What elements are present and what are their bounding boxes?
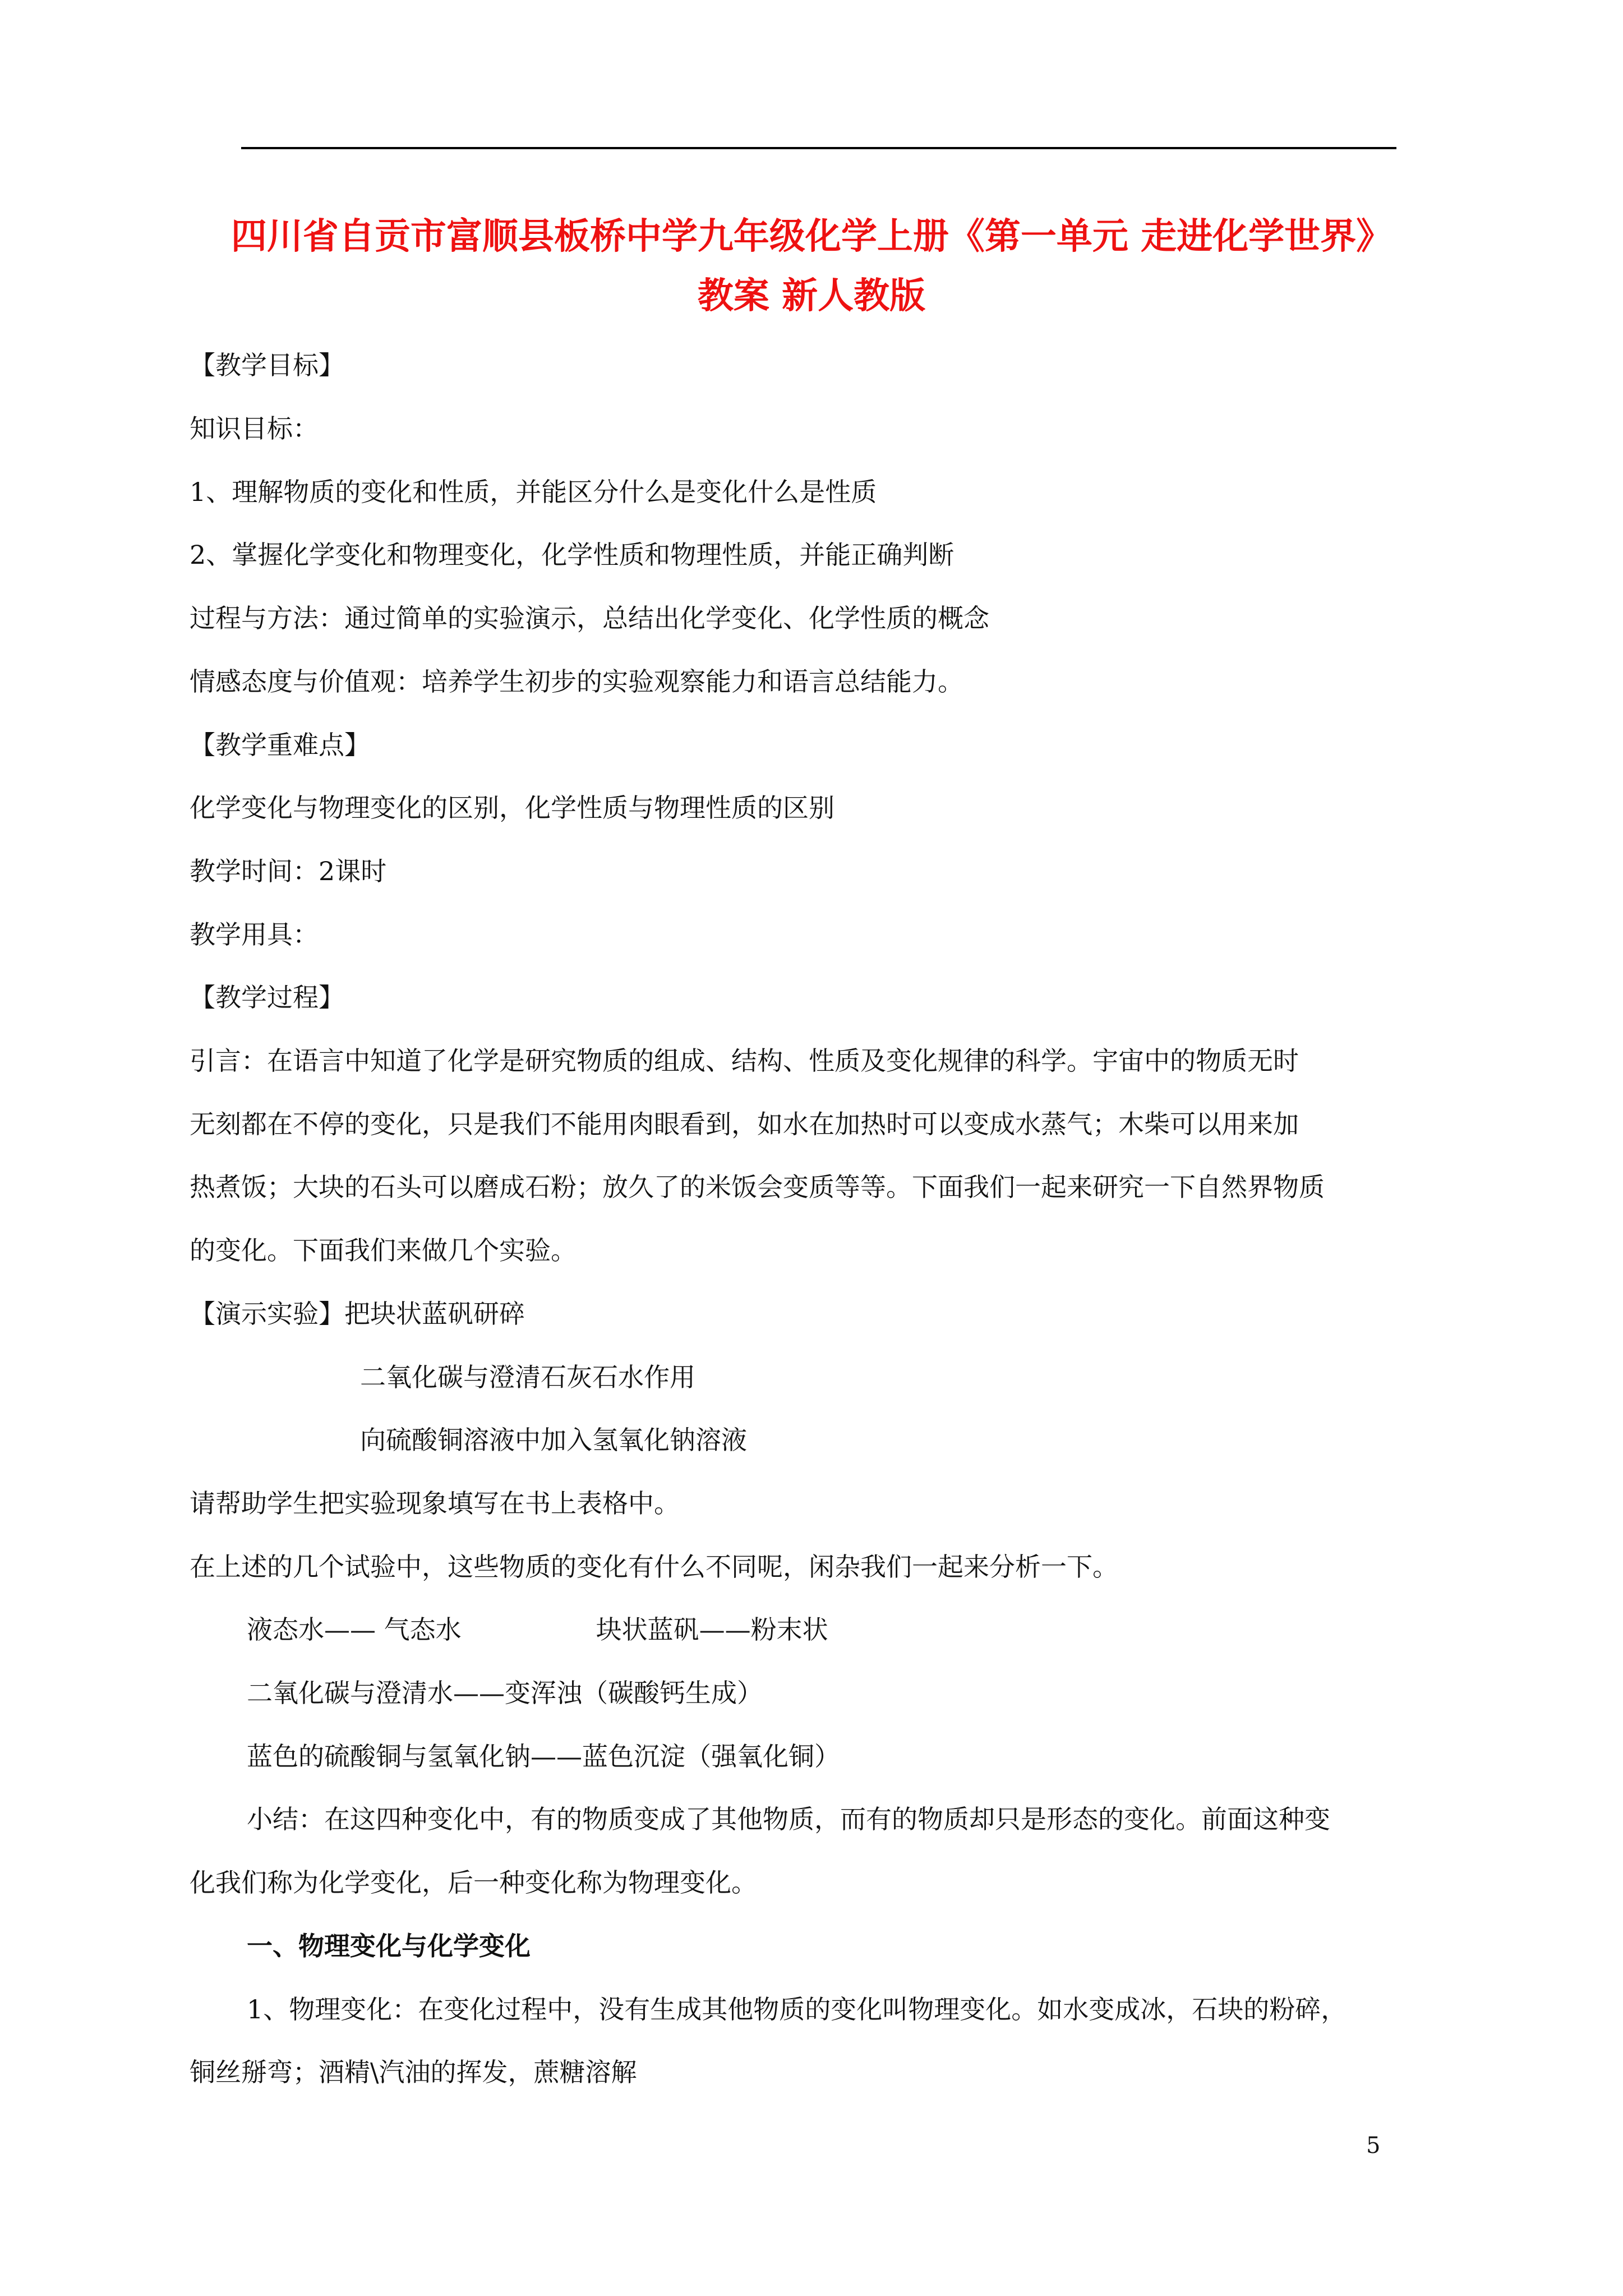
- change-co2: 二氧化碳与澄清水——变浑浊（碳酸钙生成）: [247, 1678, 763, 1708]
- knowledge-goal-label: 知识目标：: [190, 413, 319, 444]
- intro-line-4: 的变化。下面我们来做几个实验。: [190, 1235, 577, 1266]
- intro-line-1: 引言：在语言中知道了化学是研究物质的组成、结构、性质及变化规律的科学。宇宙中的物质无时: [190, 1046, 1299, 1076]
- section-heading: 一、物理变化与化学变化: [247, 1931, 531, 1961]
- teaching-time: 教学时间：2课时: [190, 856, 387, 886]
- physical-change-line-2: 铜丝掰弯；酒精\汽油的挥发，蔗糖溶解: [190, 2057, 637, 2087]
- process-method: 过程与方法：通过简单的实验演示，总结出化学变化、化学性质的概念: [190, 603, 989, 633]
- document-title-line-1: 四川省自贡市富顺县板桥中学九年级化学上册《第一单元 走进化学世界》: [230, 216, 1393, 257]
- change-vitriol: 块状蓝矾——粉末状: [596, 1614, 828, 1645]
- header-rule: [241, 147, 1396, 149]
- document-title-line-2: 教案 新人教版: [697, 275, 926, 317]
- intro-line-2: 无刻都在不停的变化，只是我们不能用肉眼看到，如水在加热时可以变成水蒸气；木柴可以用来加: [190, 1109, 1299, 1139]
- teaching-tools: 教学用具：: [190, 919, 319, 950]
- teaching-goals-heading: 【教学目标】: [190, 350, 344, 380]
- knowledge-item-2: 2、掌握化学变化和物理变化，化学性质和物理性质，并能正确判断: [190, 540, 955, 570]
- teaching-process-heading: 【教学过程】: [190, 982, 344, 1013]
- demo-item-2: 二氧化碳与澄清石灰石水作用: [360, 1362, 695, 1392]
- page-number: 5: [1366, 2133, 1381, 2159]
- physical-change-line-1: 1、物理变化：在变化过程中，没有生成其他物质的变化叫物理变化。如水变成冰，石块的粉碎，: [247, 1994, 1347, 2024]
- demo-experiment-label: 【演示实验】把块状蓝矾研碎: [190, 1299, 525, 1329]
- change-row-1: [247, 1612, 828, 1647]
- analysis-intro: 在上述的几个试验中，这些物质的变化有什么不同呢，闲杂我们一起来分析一下。: [190, 1552, 1118, 1582]
- key-points-heading: 【教学重难点】: [190, 730, 370, 760]
- change-water: 液态水—— 气态水: [247, 1614, 462, 1645]
- summary-line-1: 小结：在这四种变化中，有的物质变成了其他物质，而有的物质却只是形态的变化。前面这种变: [247, 1804, 1330, 1834]
- key-points-text: 化学变化与物理变化的区别，化学性质与物理性质的区别: [190, 793, 834, 823]
- emotion-values: 情感态度与价值观：培养学生初步的实验观察能力和语言总结能力。: [190, 666, 963, 697]
- knowledge-item-1: 1、理解物质的变化和性质，并能区分什么是变化什么是性质: [190, 477, 877, 507]
- demo-item-3: 向硫酸铜溶液中加入氢氧化钠溶液: [360, 1425, 747, 1455]
- intro-line-3: 热煮饭；大块的石头可以磨成石粉；放久了的米饭会变质等等。下面我们一起来研究一下自然界物质: [190, 1172, 1325, 1202]
- summary-line-2: 化我们称为化学变化，后一种变化称为物理变化。: [190, 1867, 757, 1898]
- fill-table-instruction: 请帮助学生把实验现象填写在书上表格中。: [190, 1488, 680, 1519]
- change-cuso4: 蓝色的硫酸铜与氢氧化钠——蓝色沉淀（强氧化铜）: [247, 1741, 840, 1772]
